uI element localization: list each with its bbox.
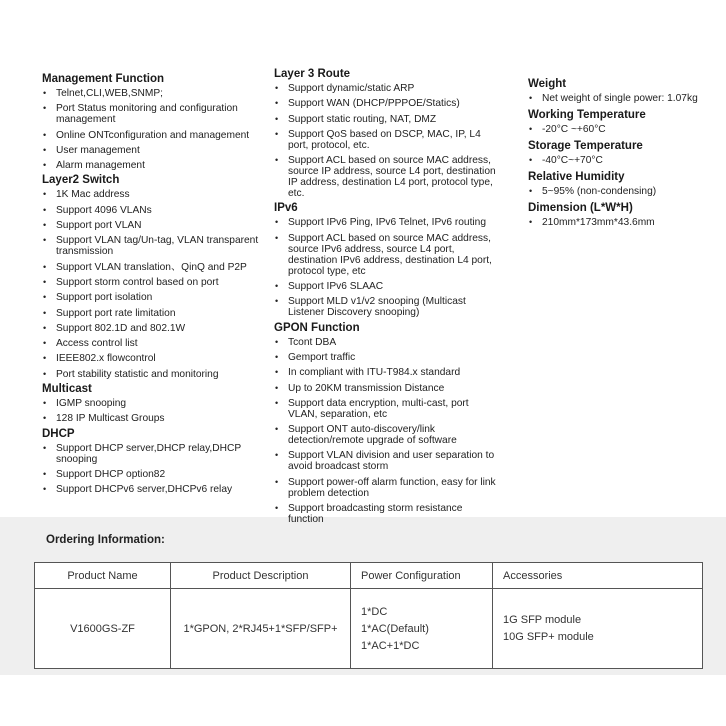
section-title: Dimension (L*W*H) [528, 202, 633, 214]
list-item: • Online ONTconfiguration and management [42, 130, 267, 141]
cell-product-description: 1*GPON, 2*RJ45+1*SFP/SFP+ [171, 589, 351, 669]
table-row [35, 589, 703, 669]
power-option: 1*AC+1*DC [361, 639, 420, 652]
section-title: IPv6 [274, 202, 298, 215]
header-power-configuration: Power Configuration [351, 563, 493, 589]
list-item: • User management [42, 145, 267, 156]
section-title: Layer 3 Route [274, 68, 351, 80]
list-item: • Support ACL based on source MAC address, source IPv6 address, source L4 port, destination IPv6 address, destination L4 port, protocol type, etc [274, 233, 499, 277]
list-item: • Support ONT auto-discovery/link detection/remote upgrade of software [274, 424, 499, 446]
section-title: Management Function [42, 73, 165, 85]
list-item: • Support VLAN tag/Un-tag, VLAN transparent transmission [42, 235, 267, 257]
list-item: • Support data encryption, multi-cast, port VLAN, separation, etc [274, 398, 499, 420]
column-left [42, 70, 267, 500]
feature-list [42, 398, 267, 424]
list-item: • 210mm*173mm*43.6mm [528, 217, 718, 228]
list-item: • Support dynamic/static ARP [274, 83, 499, 94]
feature-list [274, 337, 499, 525]
list-item: • Access control list [42, 338, 267, 349]
list-item: • Telnet,CLI,WEB,SNMP; [42, 88, 267, 99]
header-product-description: Product Description [171, 563, 351, 589]
list-item: • In compliant with ITU-T984.x standard [274, 367, 499, 378]
list-item: • 1K Mac address [42, 189, 267, 200]
list-item: • Support IPv6 Ping, IPv6 Telnet, IPv6 routing [274, 217, 499, 228]
section-title: Weight [528, 78, 567, 90]
list-item: • Support MLD v1/v2 snooping (Multicast Listener Discovery snooping) [274, 296, 499, 318]
list-item: • Support port rate limitation [42, 308, 267, 319]
list-item: • 128 IP Multicast Groups [42, 413, 267, 424]
list-item: • 5~95% (non-condensing) [528, 186, 718, 197]
list-item: • Net weight of single power: 1.07kg [528, 93, 718, 104]
cell-power-configuration [351, 589, 493, 669]
list-item: • Support broadcasting storm resistance function [274, 503, 499, 525]
section-title: Relative Humidity [528, 171, 625, 183]
feature-list [528, 186, 718, 197]
column-middle [274, 65, 499, 529]
list-item: • Support static routing, NAT, DMZ [274, 114, 499, 125]
feature-list [274, 217, 499, 318]
cell-product-name: V1600GS-ZF [35, 589, 171, 669]
column-right [528, 73, 718, 232]
section-title: Layer2 Switch [42, 174, 120, 187]
list-item: • IGMP snooping [42, 398, 267, 409]
feature-list [42, 88, 267, 171]
feature-list [42, 443, 267, 496]
list-item: • -20°C ~+60°C [528, 124, 718, 135]
list-item: • Support ACL based on source MAC address, source IP address, source L4 port, destination IP address, destination L4 port, protocol type, etc. [274, 155, 499, 199]
list-item: • Support DHCP server,DHCP relay,DHCP snooping [42, 443, 267, 465]
list-item: • Support VLAN translation、QinQ and P2P [42, 262, 267, 273]
list-item: • Support DHCP option82 [42, 469, 267, 480]
feature-list [528, 93, 718, 104]
ordering-table [34, 562, 703, 669]
list-item: • Support port isolation [42, 292, 267, 303]
list-item: • Tcont DBA [274, 337, 499, 348]
list-item: • Up to 20KM transmission Distance [274, 383, 499, 394]
list-item: • Support 4096 VLANs [42, 205, 267, 216]
feature-list [42, 189, 267, 379]
section-title: Working Temperature [528, 109, 646, 121]
section-title: Multicast [42, 383, 92, 396]
list-item: • Alarm management [42, 160, 267, 171]
list-item: • Port Status monitoring and configuration management [42, 103, 267, 125]
list-item: • Support WAN (DHCP/PPPOE/Statics) [274, 98, 499, 109]
section-title: Storage Temperature [528, 140, 643, 152]
list-item: • Support storm control based on port [42, 277, 267, 288]
feature-list [528, 124, 718, 135]
accessory: 10G SFP+ module [503, 631, 594, 643]
list-item: • IEEE802.x flowcontrol [42, 353, 267, 364]
list-item: • Support DHCPv6 server,DHCPv6 relay [42, 484, 267, 495]
feature-list [274, 83, 499, 199]
list-item: • Support port VLAN [42, 220, 267, 231]
list-item: • Support VLAN division and user separation to avoid broadcast storm [274, 450, 499, 472]
list-item: • Support IPv6 SLAAC [274, 281, 499, 292]
list-item: • Support 802.1D and 802.1W [42, 323, 267, 334]
section-title: DHCP [42, 427, 75, 440]
accessory: 1G SFP module [503, 614, 582, 626]
header-accessories: Accessories [493, 563, 703, 589]
header-product-name: Product Name [35, 563, 171, 589]
list-item: • Gemport traffic [274, 352, 499, 363]
section-title: GPON Function [274, 321, 360, 334]
power-option: 1*AC(Default) [361, 622, 429, 635]
list-item: • Support power-off alarm function, easy for link problem detection [274, 477, 499, 499]
ordering-title: Ordering Information: [46, 534, 165, 546]
feature-list [528, 155, 718, 166]
list-item: • Support QoS based on DSCP, MAC, IP, L4 port, protocol, etc. [274, 129, 499, 151]
table-header-row [35, 563, 703, 589]
list-item: • -40°C~+70°C [528, 155, 718, 166]
list-item: • Port stability statistic and monitoring [42, 369, 267, 380]
cell-accessories [493, 589, 703, 669]
feature-list [528, 217, 718, 228]
power-option: 1*DC [361, 605, 388, 618]
